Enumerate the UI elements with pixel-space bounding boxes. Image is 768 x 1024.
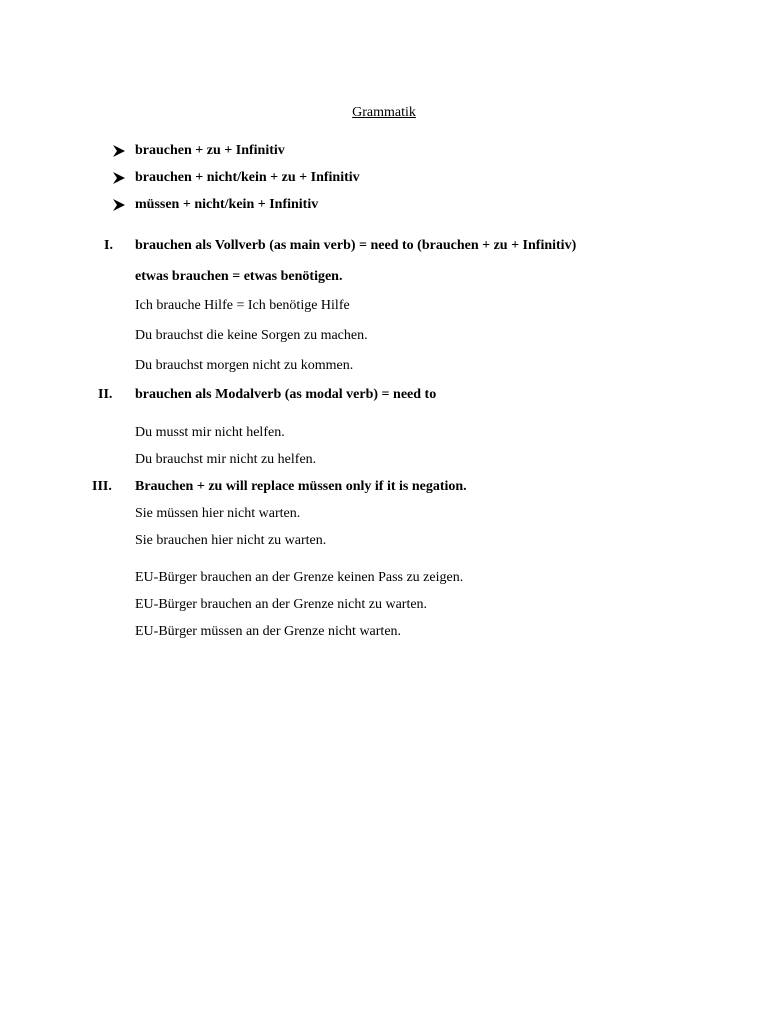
example-line: EU-Bürger brauchen an der Grenze keinen Pass zu zeigen.	[135, 570, 464, 585]
example-line: Du brauchst mir nicht zu helfen.	[135, 452, 317, 467]
example-line: EU-Bürger brauchen an der Grenze nicht zu warten.	[135, 597, 428, 612]
example-line: EU-Bürger müssen an der Grenze nicht warten.	[135, 624, 402, 639]
example-line: Du brauchst die keine Sorgen zu machen.	[135, 328, 368, 343]
section-numeral: III.	[92, 479, 112, 494]
example-line: Sie brauchen hier nicht zu warten.	[135, 533, 327, 548]
section-subheading: etwas brauchen = etwas benötigen.	[135, 269, 343, 284]
example-line: Du musst mir nicht helfen.	[135, 425, 285, 440]
page-title: Grammatik	[352, 105, 416, 120]
example-line: Sie müssen hier nicht warten.	[135, 506, 301, 521]
arrow-bullet-icon	[112, 144, 126, 158]
bullet-item: brauchen + nicht/kein + zu + Infinitiv	[135, 170, 360, 185]
example-line: Ich brauche Hilfe = Ich benötige Hilfe	[135, 298, 350, 313]
section-numeral: II.	[98, 387, 113, 402]
section-heading: Brauchen + zu will replace müssen only if it is negation.	[135, 479, 467, 494]
bullet-item: müssen + nicht/kein + Infinitiv	[135, 197, 319, 212]
arrow-bullet-icon	[112, 198, 126, 212]
section-numeral: I.	[104, 238, 113, 253]
bullet-item: brauchen + zu + Infinitiv	[135, 143, 285, 158]
arrow-bullet-icon	[112, 171, 126, 185]
section-heading: brauchen als Vollverb (as main verb) = need to (brauchen + zu + Infinitiv)	[135, 238, 577, 253]
example-line: Du brauchst morgen nicht zu kommen.	[135, 358, 354, 373]
section-heading: brauchen als Modalverb (as modal verb) = need to	[135, 387, 437, 402]
